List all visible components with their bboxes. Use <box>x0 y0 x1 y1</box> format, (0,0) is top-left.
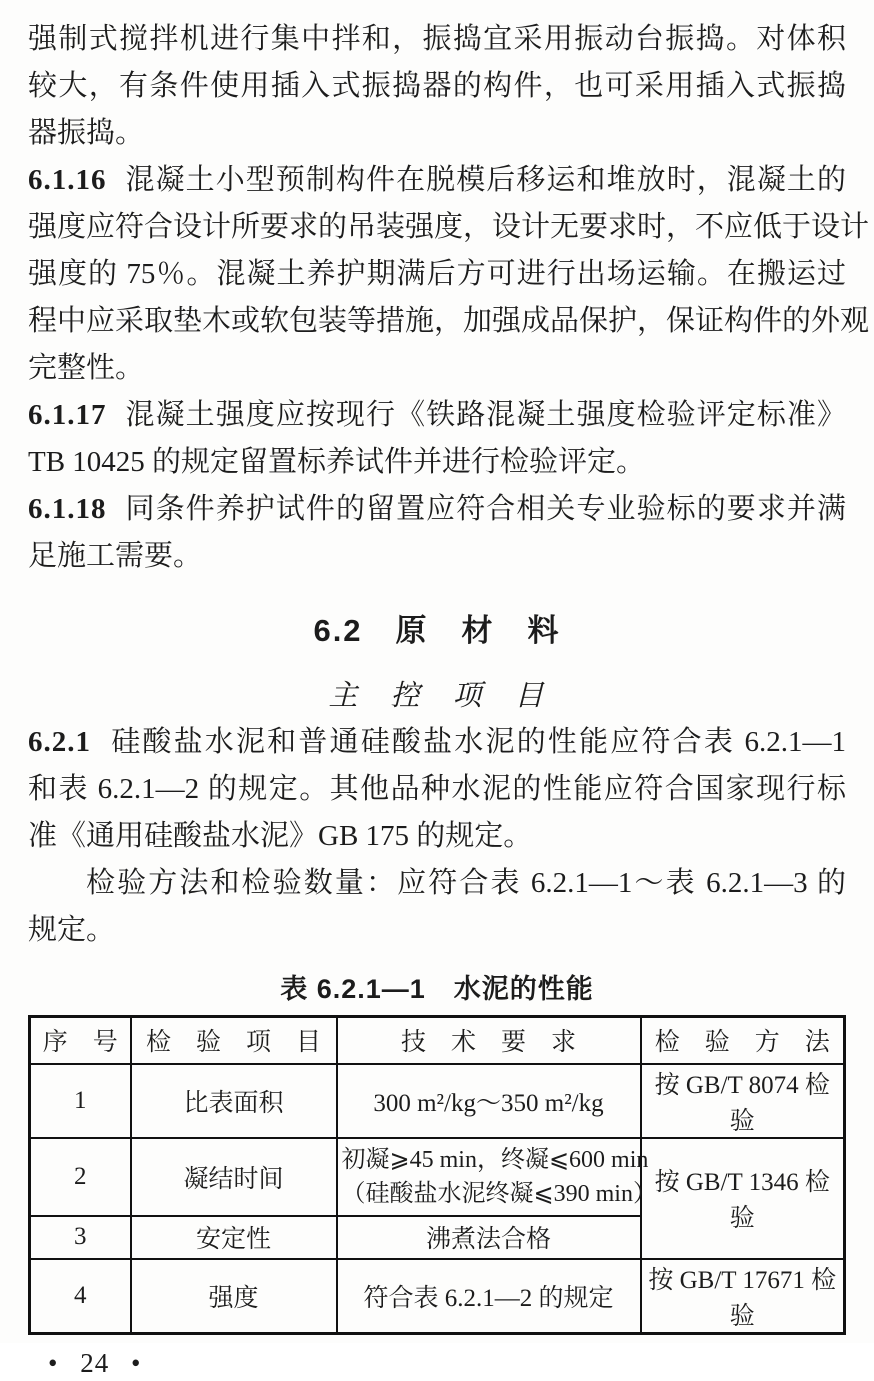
requirement-line: （硅酸盐水泥终凝⩽390 min） <box>341 1180 657 1207</box>
requirement-line: 初凝⩾45 min，终凝⩽600 min <box>341 1146 649 1173</box>
clause-number: 6.2.1 <box>28 726 91 758</box>
section-heading: 6.2 原 材 料 <box>313 613 561 648</box>
table-header-row <box>30 1017 845 1064</box>
text-line <box>28 719 846 766</box>
page-number: • 24 • <box>48 1347 142 1378</box>
table-row <box>30 1064 845 1138</box>
clause-6-1-17 <box>28 392 846 486</box>
text-line: 较大，有条件使用插入式振捣器的构件，也可采用插入式振捣 <box>28 70 846 102</box>
table-cell-requirement: 符合表 6.2.1—2 的规定 <box>337 1259 641 1334</box>
text-line <box>28 486 846 533</box>
table-cell-item: 凝结时间 <box>131 1138 337 1216</box>
text-line: 准《通用硅酸盐水泥》GB 175 的规定。 <box>28 820 533 852</box>
text-line <box>28 157 846 204</box>
text-line: 器振捣。 <box>28 117 145 149</box>
table-cell-method: 按 GB/T 8074 检验 <box>641 1064 845 1138</box>
clause-text: 混凝土小型预制构件在脱模后移运和堆放时，混凝土的 <box>124 164 846 196</box>
paragraph-inspection-method <box>28 860 846 954</box>
clause-number: 6.1.16 <box>28 164 107 196</box>
clause-6-1-16 <box>28 157 870 392</box>
text-line <box>28 392 846 439</box>
text-line: 检验方法和检验数量：应符合表 6.2.1—1～表 6.2.1—3 的 <box>86 867 846 899</box>
clause-6-2-1 <box>28 719 846 860</box>
table-caption: 表 6.2.1—1 水泥的性能 <box>280 974 594 1004</box>
table-cell-method: 按 GB/T 17671 检验 <box>641 1259 845 1334</box>
table-cell-item: 强度 <box>131 1259 337 1334</box>
table-cell-no: 1 <box>30 1064 131 1138</box>
table-cell-item: 比表面积 <box>131 1064 337 1138</box>
table-cell-requirement <box>337 1138 657 1216</box>
clause-number: 6.1.17 <box>28 399 107 431</box>
clause-text: 同条件养护试件的留置应符合相关专业验标的要求并满 <box>124 493 846 525</box>
clause-number: 6.1.18 <box>28 493 107 525</box>
column-header-no: 序 号 <box>30 1017 131 1064</box>
table-cell-method-merged: 按 GB/T 1346 检验 <box>641 1138 845 1259</box>
table-cell-no: 4 <box>30 1259 131 1334</box>
table-cell-requirement: 沸煮法合格 <box>337 1216 641 1259</box>
column-header-requirement: 技 术 要 求 <box>337 1017 641 1064</box>
table-cell-no: 3 <box>30 1216 131 1259</box>
text-line: 和表 6.2.1—2 的规定。其他品种水泥的性能应符合国家现行标 <box>28 773 846 805</box>
text-line: 强制式搅拌机进行集中拌和，振捣宜采用振动台振捣。对体积 <box>28 23 846 55</box>
column-header-method: 检 验 方 法 <box>641 1017 845 1064</box>
table-cell-no: 2 <box>30 1138 131 1216</box>
clause-text: 硅酸盐水泥和普通硅酸盐水泥的性能应符合表 6.2.1—1 <box>109 726 846 758</box>
text-line: 强度应符合设计所要求的吊装强度，设计无要求时，不应低于设计 <box>28 211 870 243</box>
clause-text: 混凝土强度应按现行《铁路混凝土强度检验评定标准》 <box>124 399 846 431</box>
text-line: 强度的 75％。混凝土养护期满后方可进行出场运输。在搬运过 <box>28 258 846 290</box>
clause-6-1-18 <box>28 486 846 580</box>
paragraph-continuation <box>28 16 846 157</box>
text-line: 完整性。 <box>28 352 145 384</box>
cement-performance-table <box>28 1015 846 1335</box>
text-line: 足施工需要。 <box>28 540 203 572</box>
table-cell-requirement: 300 m²/kg～350 m²/kg <box>337 1064 641 1138</box>
text-line: TB 10425 的规定留置标养试件并进行检验评定。 <box>28 446 646 478</box>
text-line: 规定。 <box>28 914 116 946</box>
table-row <box>30 1138 845 1216</box>
text-line: 程中应采取垫木或软包装等措施，加强成品保护，保证构件的外观 <box>28 305 870 337</box>
table-cell-item: 安定性 <box>131 1216 337 1259</box>
subheading-master-control-items: 主 控 项 目 <box>328 680 546 712</box>
table-row <box>30 1259 845 1334</box>
column-header-item: 检 验 项 目 <box>131 1017 337 1064</box>
